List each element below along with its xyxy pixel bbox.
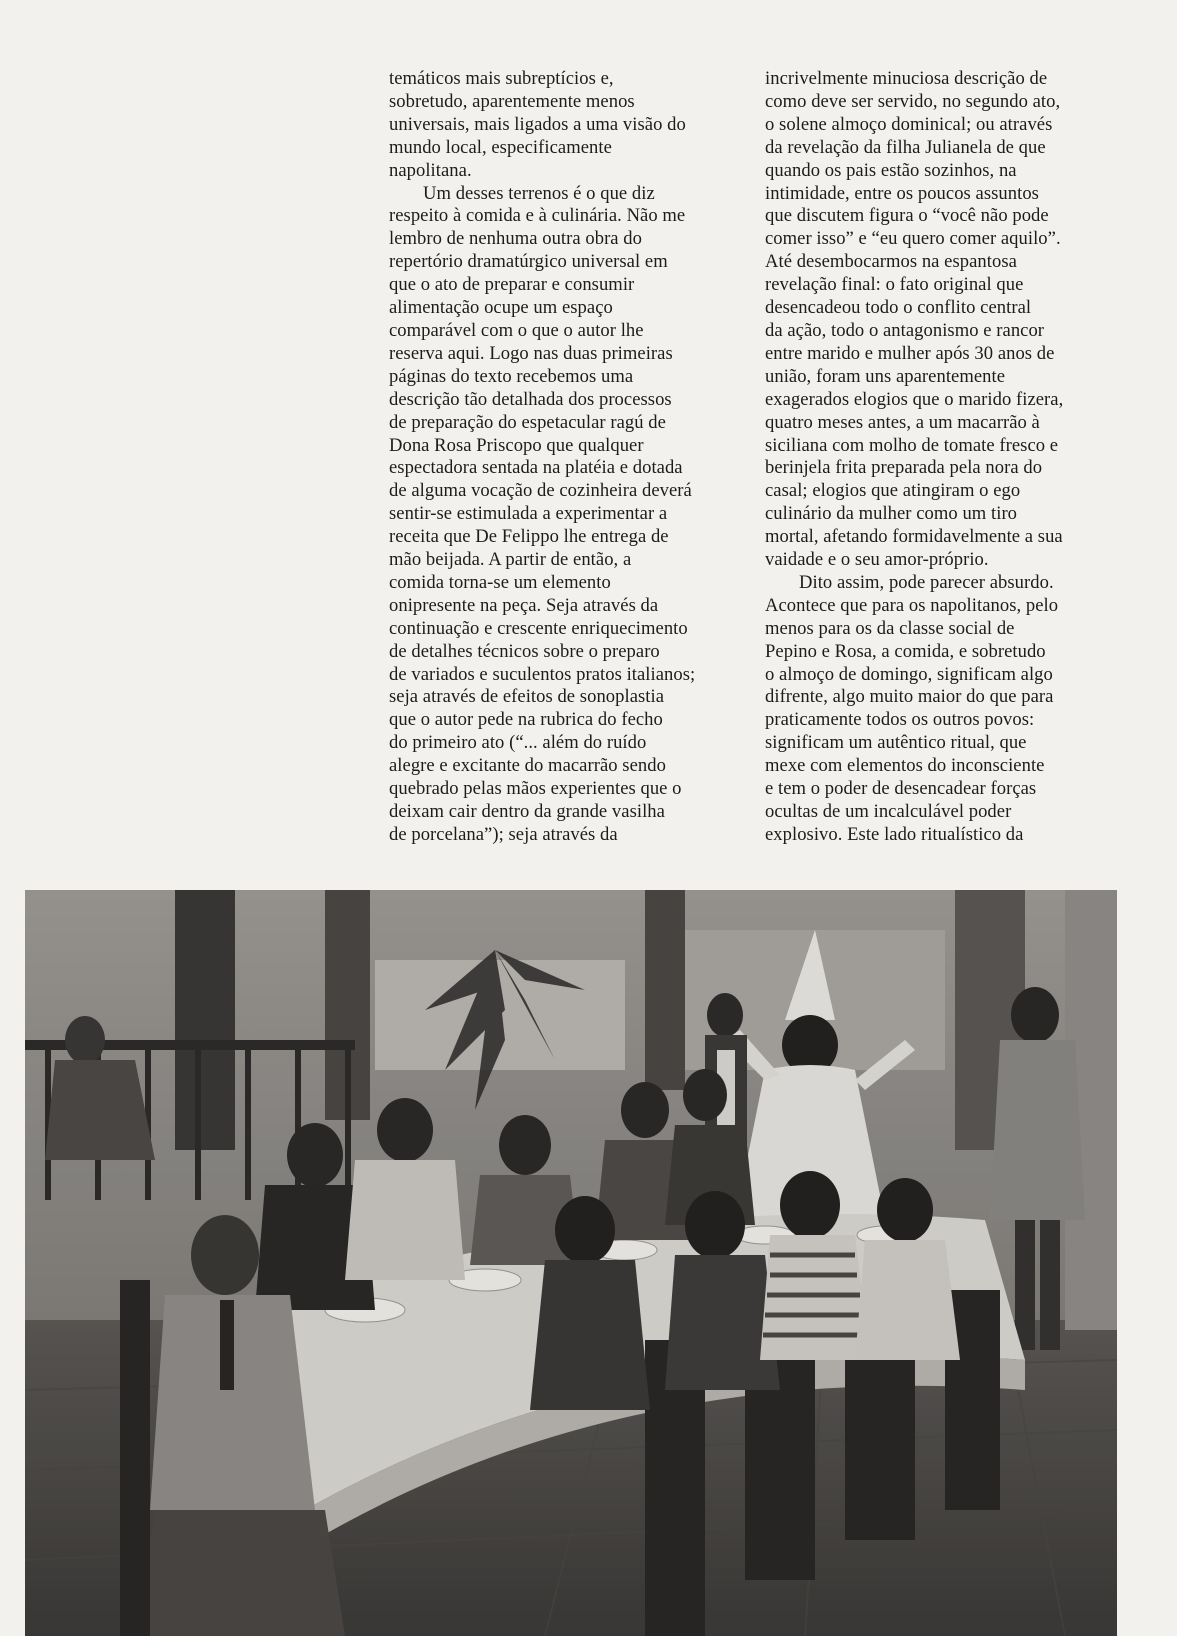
text-line: sobretudo, aparentemente menos <box>389 90 635 112</box>
text-line: exagerados elogios que o marido fizera, <box>765 388 1064 410</box>
text-line: culinário da mulher como um tiro <box>765 503 1018 525</box>
text-line: entre marido e mulher após 30 anos de <box>765 342 1055 364</box>
text-line: páginas do texto recebemos uma <box>389 365 634 387</box>
text-line: espectadora sentada na platéia e dotada <box>389 457 683 479</box>
text-line: difrente, algo muito maior do que para <box>765 686 1054 708</box>
text-line: que o autor pede na rubrica do fecho <box>389 709 663 731</box>
text-line: siciliana com molho de tomate fresco e <box>765 434 1059 456</box>
photograph-dinner-table-scene-icon <box>25 890 1117 1636</box>
text-line: união, foram uns aparentemente <box>765 365 1006 387</box>
text-line: praticamente todos os outros povos: <box>765 709 1035 731</box>
text-line: deixam cair dentro da grande vasilha <box>389 801 665 822</box>
text-line: mortal, afetando formidavelmente a sua <box>765 526 1063 548</box>
text-line: o solene almoço dominical; ou através <box>765 113 1053 135</box>
text-line: respeito à comida e à culinária. Não me <box>389 205 686 227</box>
text-line: repertório dramatúrgico universal em <box>389 251 668 273</box>
text-line: casal; elogios que atingiram o ego <box>765 480 1021 502</box>
text-line: Até desembocarmos na espantosa <box>765 251 1017 273</box>
text-line: que discutem figura o “você não pode <box>765 205 1049 227</box>
article-column-left <box>389 68 759 847</box>
dinner-photograph <box>25 890 1117 1636</box>
text-line: incrivelmente minuciosa descrição de <box>765 68 1048 89</box>
text-line: Acontece que para os napolitanos, pelo <box>765 594 1059 616</box>
text-line: lembro de nenhuma outra obra do <box>389 228 643 250</box>
text-line: como deve ser servido, no segundo ato, <box>765 90 1061 112</box>
text-line: Dona Rosa Priscopo que qualquer <box>389 434 644 456</box>
text-line: quando os pais estão sozinhos, na <box>765 159 1017 181</box>
text-line: quatro meses antes, a um macarrão à <box>765 411 1040 433</box>
text-line: mão beijada. A partir de então, a <box>389 549 632 571</box>
text-line: berinjela frita preparada pela nora do <box>765 457 1043 479</box>
article-column-right <box>765 68 1135 847</box>
text-line: da ação, todo o antagonismo e rancor <box>765 319 1045 341</box>
text-line: alegre e excitante do macarrão sendo <box>389 755 666 777</box>
text-line: alimentação ocupe um espaço <box>389 297 613 319</box>
text-line: de detalhes técnicos sobre o preparo <box>389 640 660 662</box>
text-line: Pepino e Rosa, a comida, e sobretudo <box>765 640 1046 662</box>
text-line: continuação e crescente enriquecimento <box>389 617 688 639</box>
text-line: Dito assim, pode parecer absurdo. <box>799 571 1054 593</box>
text-line: receita que De Felippo lhe entrega de <box>389 526 669 548</box>
text-line: ocultas de um incalculável poder <box>765 801 1012 822</box>
text-line: de variados e suculentos pratos italianos; <box>389 663 696 685</box>
text-line: comparável com o que o autor lhe <box>389 319 644 341</box>
text-line: revelação final: o fato original que <box>765 274 1024 296</box>
text-line: seja através de efeitos de sonoplastia <box>389 686 665 708</box>
text-line: mexe com elementos do inconsciente <box>765 755 1045 777</box>
text-line: comer isso” e “eu quero comer aquilo”. <box>765 228 1061 250</box>
text-line: comida torna-se um elemento <box>389 571 611 593</box>
text-line: de alguma vocação de cozinheira deverá <box>389 480 692 502</box>
text-line: intimidade, entre os poucos assuntos <box>765 182 1039 204</box>
text-line: Um desses terrenos é o que diz <box>423 182 655 204</box>
text-line: sentir-se estimulada a experimentar a <box>389 503 668 525</box>
text-line: napolitana. <box>389 159 472 181</box>
text-line: onipresente na peça. Seja através da <box>389 594 659 616</box>
text-line: descrição tão detalhada dos processos <box>389 388 672 410</box>
text-line: mundo local, especificamente <box>389 136 612 158</box>
text-line: do primeiro ato (“... além do ruído <box>389 732 647 754</box>
text-line: e tem o poder de desencadear forças <box>765 778 1037 800</box>
text-line: desencadeou todo o conflito central <box>765 297 1032 319</box>
text-line: o almoço de domingo, significam algo <box>765 663 1053 685</box>
text-line: universais, mais ligados a uma visão do <box>389 113 686 135</box>
text-line: temáticos mais subreptícios e, <box>389 68 614 89</box>
text-line: vaidade e o seu amor-próprio. <box>765 549 989 571</box>
text-line: de porcelana”); seja através da <box>389 823 618 845</box>
text-line: significam um autêntico ritual, que <box>765 732 1027 754</box>
text-line: que o ato de preparar e consumir <box>389 274 635 296</box>
text-line: da revelação da filha Julianela de que <box>765 136 1046 158</box>
text-line: de preparação do espetacular ragú de <box>389 411 666 433</box>
text-line: reserva aqui. Logo nas duas primeiras <box>389 342 673 364</box>
text-line: explosivo. Este lado ritualístico da <box>765 823 1024 845</box>
text-line: menos para os da classe social de <box>765 617 1015 639</box>
text-line: quebrado pelas mãos experientes que o <box>389 778 682 800</box>
